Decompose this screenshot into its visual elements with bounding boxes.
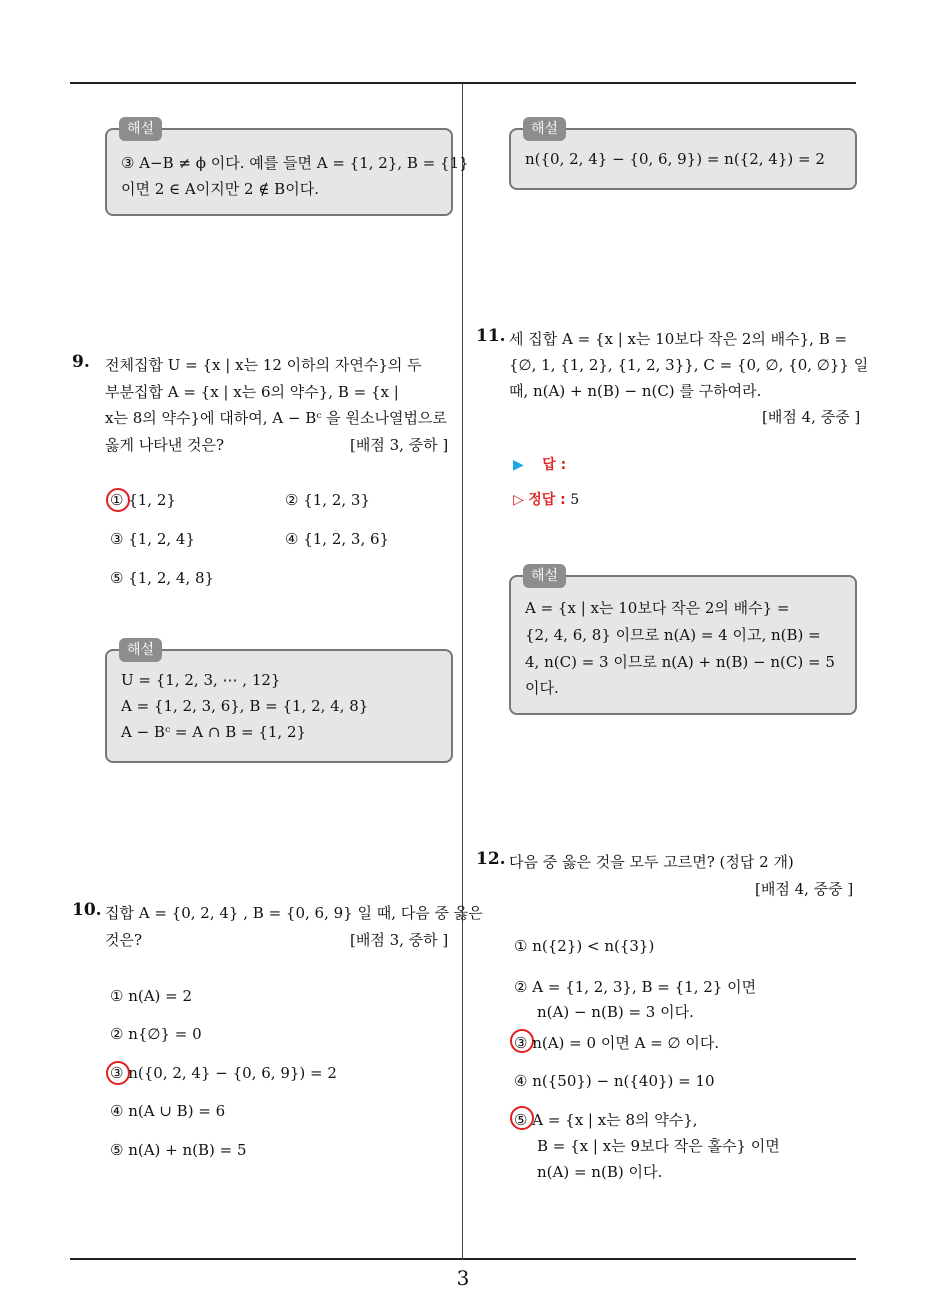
page-number: 3 xyxy=(456,1266,470,1290)
question-number: 10. xyxy=(72,900,102,920)
play-triangle-icon: ▶ xyxy=(513,457,524,473)
solution-tag: 해설 xyxy=(523,564,566,588)
solution-line: n({0, 2, 4} − {0, 6, 9}) = n({2, 4}) = 2 xyxy=(525,150,825,168)
choice-3[interactable]: ③ n({0, 2, 4} − {0, 6, 9}) = 2 xyxy=(110,1064,337,1082)
choice-1[interactable]: ① n(A) = 2 xyxy=(110,987,193,1005)
question-text: x는 8의 약수}에 대하여, A − Bᶜ 을 원소나열법으로 xyxy=(105,409,447,427)
question-text: 것은? xyxy=(105,931,143,949)
solution-line: U = {1, 2, 3, ⋯ , 12} xyxy=(121,671,281,689)
q10-solution-box xyxy=(509,121,857,190)
question-number: 12. xyxy=(476,849,506,869)
solution-tag: 해설 xyxy=(119,638,162,662)
choice-1[interactable]: ① n({2}) < n({3}) xyxy=(514,937,655,955)
solution-line: 4, n(C) = 3 이므로 n(A) + n(B) − n(C) = 5 xyxy=(525,653,835,671)
outline-triangle-icon: ▷ xyxy=(513,492,524,508)
choice-5-continued: n(A) = n(B) 이다. xyxy=(537,1163,663,1181)
question-text: 다음 중 옳은 것을 모두 고르면? (정답 2 개) xyxy=(509,853,794,871)
question-text: 옳게 나타낸 것은? xyxy=(105,436,225,454)
score-label: [배점 3, 중하 ] xyxy=(350,931,449,949)
solution-line: 이면 2 ∈ A이지만 2 ∉ B이다. xyxy=(121,180,319,198)
question-text: {∅, 1, {1, 2}, {1, 2, 3}}, C = {0, ∅, {0, ∅}} 일 xyxy=(509,356,869,374)
question-text: 부분집합 A = {x | x는 6의 약수}, B = {x | xyxy=(105,383,399,401)
q9-solution-box xyxy=(105,642,453,763)
choice-5[interactable]: ⑤ A = {x | x는 8의 약수}, xyxy=(514,1111,698,1129)
question-text: 집합 A = {0, 2, 4} , B = {0, 6, 9} 일 때, 다음 중 옳은 xyxy=(105,904,483,922)
solution-line: {2, 4, 6, 8} 이므로 n(A) = 4 이고, n(B) = xyxy=(525,626,821,644)
choice-4[interactable]: ④ n(A ∪ B) = 6 xyxy=(110,1102,226,1120)
choice-3[interactable]: ③ {1, 2, 4} xyxy=(110,530,196,548)
choice-5-continued: B = {x | x는 9보다 작은 홀수} 이면 xyxy=(537,1137,780,1155)
choice-2[interactable]: ② {1, 2, 3} xyxy=(285,491,371,509)
score-label: [배점 4, 중중 ] xyxy=(762,408,861,426)
q11-solution-box xyxy=(509,568,857,715)
choice-2[interactable]: ② n{∅} = 0 xyxy=(110,1025,202,1043)
solution-line: ③ A−B ≠ ϕ 이다. 예를 들면 A = {1, 2}, B = {1} xyxy=(121,154,469,172)
question-number: 11. xyxy=(476,326,506,346)
solution-tag: 해설 xyxy=(523,117,566,141)
correct-answer-line xyxy=(513,489,579,509)
choice-1[interactable]: ① {1, 2} xyxy=(110,491,176,509)
choice-3[interactable]: ③ n(A) = 0 이면 A = ∅ 이다. xyxy=(514,1034,720,1052)
question-text: 세 집합 A = {x | x는 10보다 작은 2의 배수}, B = xyxy=(509,330,848,348)
column-divider xyxy=(462,84,463,1260)
correct-label: 정답 : xyxy=(528,492,566,508)
choice-2[interactable]: ② A = {1, 2, 3}, B = {1, 2} 이면 xyxy=(514,978,757,996)
solution-line: 이다. xyxy=(525,679,559,697)
solution-line: A − Bᶜ = A ∩ B = {1, 2} xyxy=(121,723,307,741)
question-number: 9. xyxy=(72,352,90,372)
solution-line: A = {x | x는 10보다 작은 2의 배수} = xyxy=(525,599,790,617)
choice-5[interactable]: ⑤ n(A) + n(B) = 5 xyxy=(110,1141,247,1159)
choice-2-continued: n(A) − n(B) = 3 이다. xyxy=(537,1003,694,1021)
question-text: 전체집합 U = {x | x는 12 이하의 자연수}의 두 xyxy=(105,356,422,374)
top-rule xyxy=(70,82,856,84)
q8-solution-box xyxy=(105,121,469,216)
solution-tag: 해설 xyxy=(119,117,162,141)
question-text: 때, n(A) + n(B) − n(C) 를 구하여라. xyxy=(509,382,762,400)
choice-4[interactable]: ④ n({50}) − n({40}) = 10 xyxy=(514,1072,715,1090)
correct-value: 5 xyxy=(570,492,580,508)
answer-label: 답 : xyxy=(542,457,567,473)
answer-line xyxy=(513,454,566,474)
solution-line: A = {1, 2, 3, 6}, B = {1, 2, 4, 8} xyxy=(121,697,369,715)
score-label: [배점 4, 중중 ] xyxy=(755,880,854,898)
choice-4[interactable]: ④ {1, 2, 3, 6} xyxy=(285,530,390,548)
choice-5[interactable]: ⑤ {1, 2, 4, 8} xyxy=(110,569,215,587)
score-label: [배점 3, 중하 ] xyxy=(350,436,449,454)
bottom-rule xyxy=(70,1258,856,1260)
